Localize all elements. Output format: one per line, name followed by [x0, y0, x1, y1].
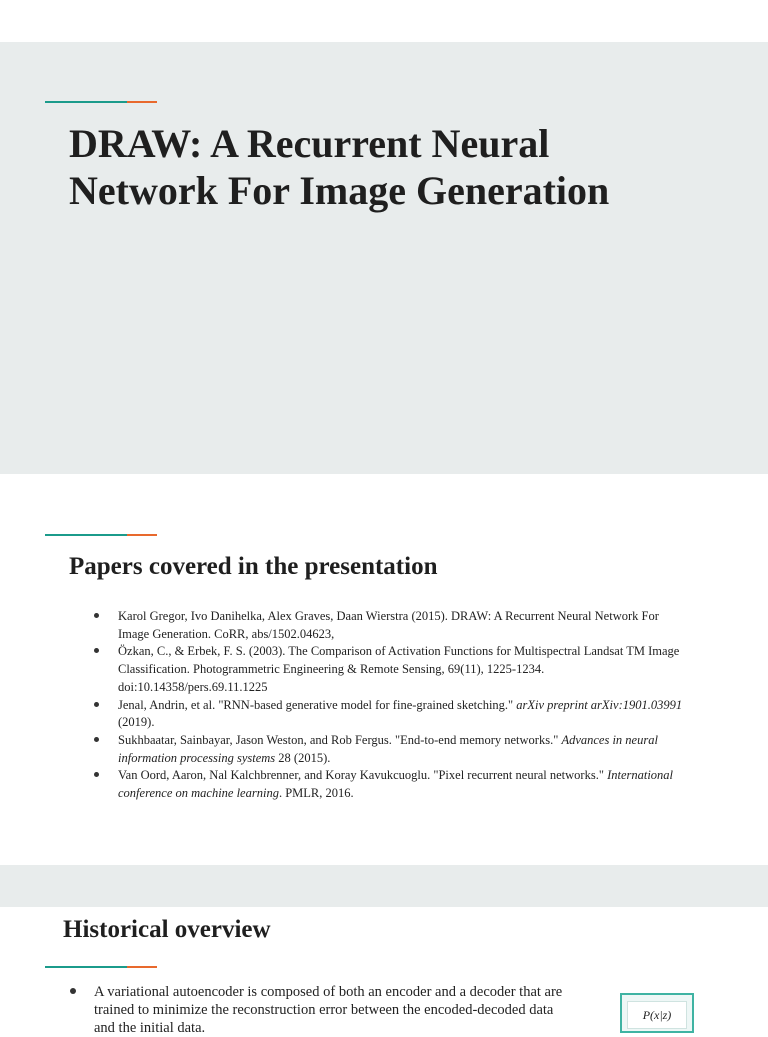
title-slide	[0, 42, 768, 474]
history-accent-line	[45, 966, 157, 968]
reference-item: Van Oord, Aaron, Nal Kalchbrenner, and Koray Kavukcuoglu. "Pixel recurrent neural networks." International conference on machine learning. PMLR, 2016.	[92, 767, 692, 802]
papers-slide	[0, 474, 768, 865]
reference-list	[92, 608, 692, 803]
reference-item: Karol Gregor, Ivo Danihelka, Alex Graves, Daan Wierstra (2015). DRAW: A Recurrent Neural Network For Image Generation. CoRR, abs/1502.04623,	[92, 608, 692, 643]
presentation-title	[69, 120, 709, 214]
equation-diagram-box	[620, 993, 694, 1033]
reference-item: Jenal, Andrin, et al. "RNN-based generative model for fine-grained sketching." arXiv preprint arXiv:1901.03991 (2019).	[92, 697, 692, 732]
title-line-2: Network For Image Generation	[69, 168, 610, 213]
title-line-1: DRAW: A Recurrent Neural	[69, 121, 550, 166]
papers-accent-line	[45, 534, 157, 536]
reference-item: Sukhbaatar, Sainbayar, Jason Weston, and Rob Fergus. "End-to-end memory networks." Advances in neural information processing systems 28 (2015).	[92, 732, 692, 767]
papers-heading: Papers covered in the presentation	[69, 553, 438, 580]
history-slide	[0, 865, 768, 1036]
equation-label: P(x|z)	[627, 1001, 687, 1029]
history-heading: Historical overview	[63, 916, 271, 943]
reference-item: Özkan, C., & Erbek, F. S. (2003). The Comparison of Activation Functions for Multispectral Landsat TM Image Classification. Photogrammetric Engineering & Remote Sensing, 69(11), 1225-1234. doi:10.14358/pers.69.11.1225	[92, 643, 692, 696]
vae-description: A variational autoencoder is composed of both an encoder and a decoder that are trained to minimize the reconstruction error between the encoded-decoded data and the initial data.	[94, 984, 563, 1036]
history-top-band	[0, 865, 768, 907]
title-accent-line	[45, 101, 157, 103]
